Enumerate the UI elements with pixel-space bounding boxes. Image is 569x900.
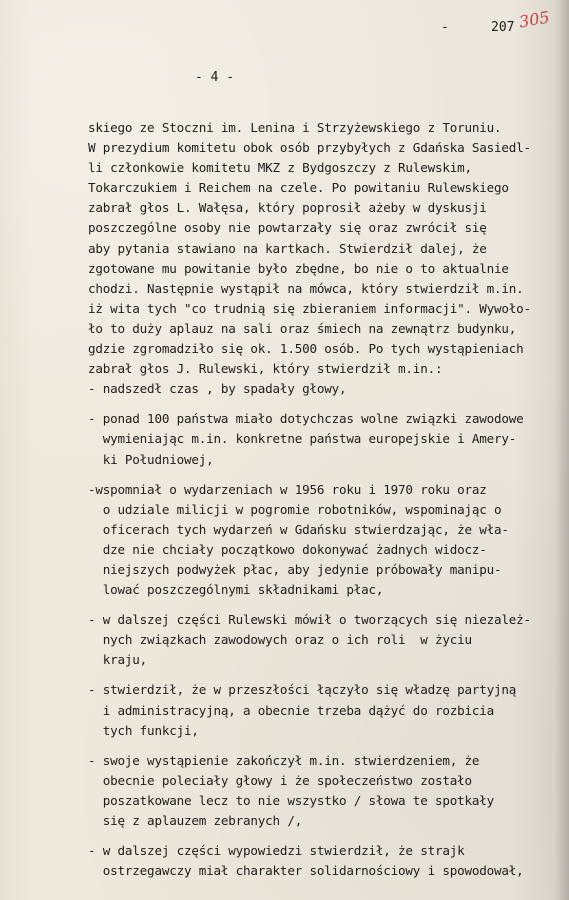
page-mark-dash: - <box>441 20 449 35</box>
text-line: dze nie chciały początkowo dokonywać żadnych widocz- <box>88 541 487 557</box>
document-body <box>88 118 564 881</box>
text-line: obecnie poleciały głowy i że społeczeństwo zostało <box>88 772 472 788</box>
text-line: i administracyjną, a obecnie trzeba dążyć do rozbicia <box>88 702 495 718</box>
text-line: aby pytania stawiano na kartkach. Stwierdził dalej, że <box>88 240 487 256</box>
text-line: zgotowane mu powitanie było zbędne, bo nie o to aktualnie <box>88 260 509 276</box>
text-line: chodzi. Następnie wystąpił na mówca, który stwierdził m.in. <box>88 280 524 296</box>
text-line: li członkowie komitetu MKZ z Bydgoszczy z Rulewskim, <box>88 160 472 176</box>
text-line: - w dalszej części Rulewski mówił o tworzących się niezależ- <box>88 612 531 628</box>
text-line: - nadszedł czas , by spadały głowy, <box>88 381 347 397</box>
text-line: się z aplauzem zebranych /, <box>88 813 303 828</box>
text-line: - ponad 100 państwa miało dotychczas wolne związki zawodowe <box>88 411 524 427</box>
page-number: - 4 - <box>195 70 235 85</box>
text-line: -wspomniał o wydarzeniach w 1956 roku i 1970 roku oraz <box>88 481 487 497</box>
text-line: o udziale milicji w pogromie robotników, wspominając o <box>88 501 502 517</box>
text-line: skiego ze Stoczni im. Lenina i Strzyżewskiego z Toruniu. <box>88 120 502 135</box>
text-line: poszczególne osoby nie powtarzały się oraz zwrócił się <box>88 220 487 236</box>
text-line: ostrzegawczy miał charakter solidarnościowy i spowodował, <box>88 863 524 879</box>
text-line: ło to duży aplauz na sali oraz śmiech na zewnątrz budynku, <box>88 320 517 336</box>
text-line: gdzie zgromadziło się ok. 1.500 osób. Po tych wystąpieniach <box>88 341 524 357</box>
text-line: zabrał głos L. Wałęsa, który poprosił ażeby w dyskusji <box>88 200 487 216</box>
text-line: oficerach tych wydarzeń w Gdańsku stwierdzając, że wła- <box>88 521 509 537</box>
text-line: - swoje wystąpienie zakończył m.in. stwierdzeniem, że <box>88 752 480 768</box>
text-line: W prezydium komitetu obok osób przybyłych z Gdańska Sasiedl- <box>88 140 531 156</box>
text-line: lować poszczególnymi składnikami płac, <box>88 582 384 598</box>
text-line: zabrał głos J. Rulewski, który stwierdził m.in.: <box>88 361 443 377</box>
text-line: wymieniając m.in. konkretne państwa europejskie i Amery- <box>88 431 517 447</box>
page-mark-number: 207 <box>491 20 515 35</box>
text-line: kraju, <box>88 652 148 668</box>
text-line: nych związkach zawodowych oraz o ich roli w życiu <box>88 632 472 648</box>
text-line: iż wita tych "co trudnią się zbieraniem informacji". Wywoło- <box>88 300 531 316</box>
text-line: niejszych podwyżek płac, aby jedynie próbowały manipu- <box>88 561 502 577</box>
text-line: poszatkowane lecz to nie wszystko / słowa te spotkały <box>88 792 495 808</box>
page-mark <box>441 7 561 42</box>
text-line: tych funkcji, <box>88 722 199 738</box>
text-line: ki Południowej, <box>88 451 214 467</box>
text-line: - stwierdził, że w przeszłości łączyło się władzę partyjną <box>88 682 517 698</box>
handwritten-page-number: 305 <box>517 7 551 32</box>
text-line: - w dalszej części wypowiedzi stwierdził, że strajk <box>88 843 465 859</box>
text-line: Tokarczukiem i Reichem na czele. Po powitaniu Rulewskiego <box>88 180 509 196</box>
